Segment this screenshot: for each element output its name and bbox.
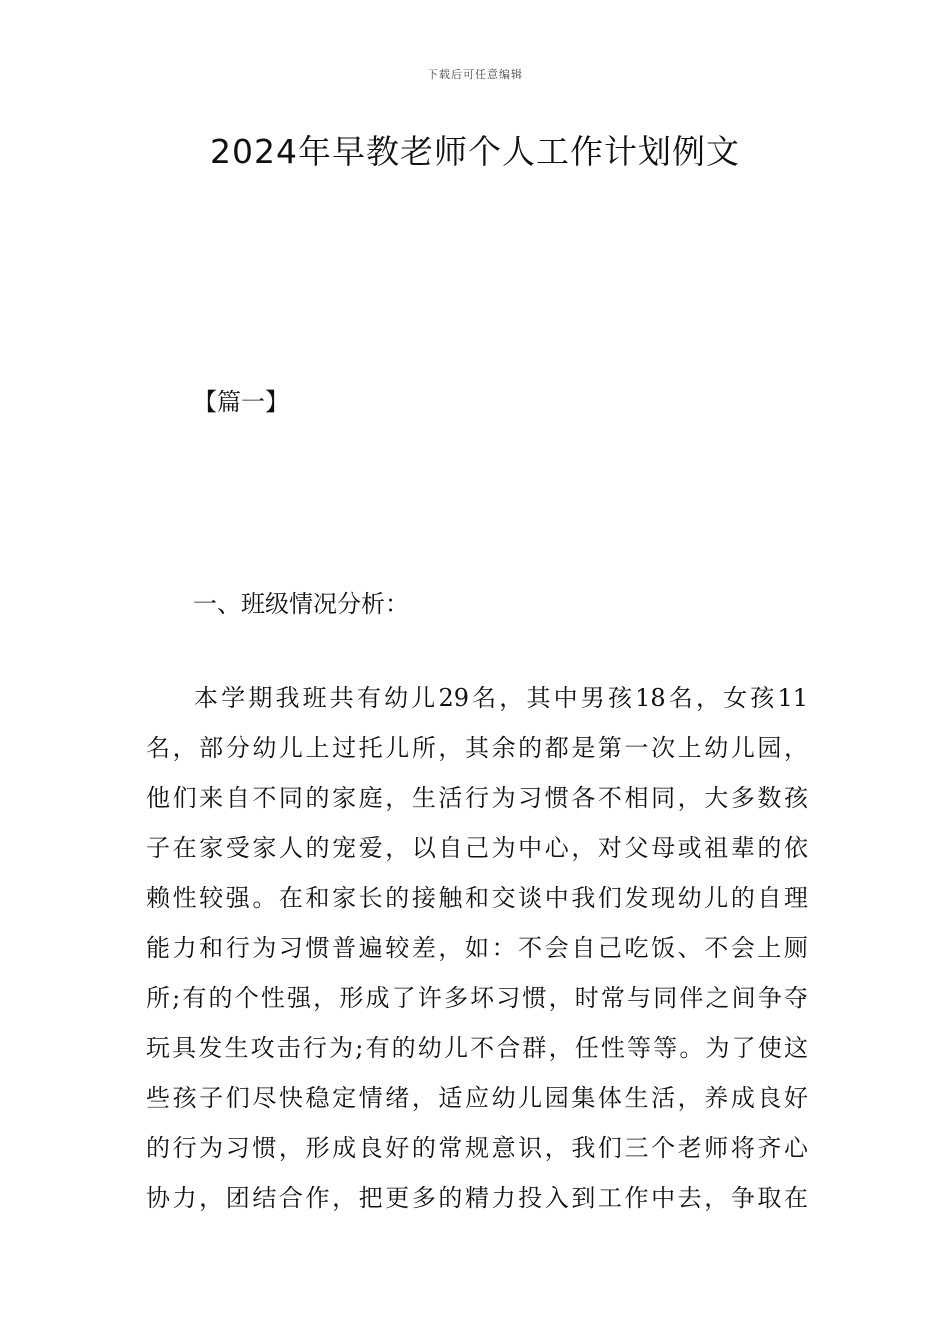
document-title: 2024年早教老师个人工作计划例文 [210, 132, 740, 171]
paragraph-line: 些孩子们尽快稳定情绪，适应幼儿园集体生活，养成良好 [146, 1084, 808, 1112]
paragraph-line: 所;有的个性强，形成了许多坏习惯，时常与同伴之间争夺 [146, 984, 808, 1012]
paragraph-line: 名，部分幼儿上过托儿所，其余的都是第一次上幼儿园， [146, 734, 808, 762]
paragraph-line: 协力，团结合作，把更多的精力投入到工作中去，争取在 [146, 1184, 808, 1212]
paragraph-line: 的行为习惯，形成良好的常规意识，我们三个老师将齐心 [146, 1134, 808, 1162]
paragraph-line: 能力和行为习惯普遍较差，如：不会自己吃饭、不会上厕 [146, 934, 808, 962]
paragraph-line: 他们来自不同的家庭，生活行为习惯各不相同，大多数孩 [146, 784, 808, 812]
section-label: 【篇一】 [193, 388, 289, 416]
body-paragraph [146, 680, 808, 1230]
paragraph-line: 赖性较强。在和家长的接触和交谈中我们发现幼儿的自理 [146, 884, 808, 912]
paragraph-line: 玩具发生攻击行为;有的幼儿不合群，任性等等。为了使这 [146, 1034, 808, 1062]
paragraph-line: 本学期我班共有幼儿29名，其中男孩18名，女孩11 [194, 684, 808, 712]
header-note: 下载后可任意编辑 [427, 68, 523, 81]
paragraph-line: 子在家受家人的宠爱，以自己为中心，对父母或祖辈的依 [146, 834, 808, 862]
section-subheading: 一、班级情况分析： [193, 590, 409, 618]
